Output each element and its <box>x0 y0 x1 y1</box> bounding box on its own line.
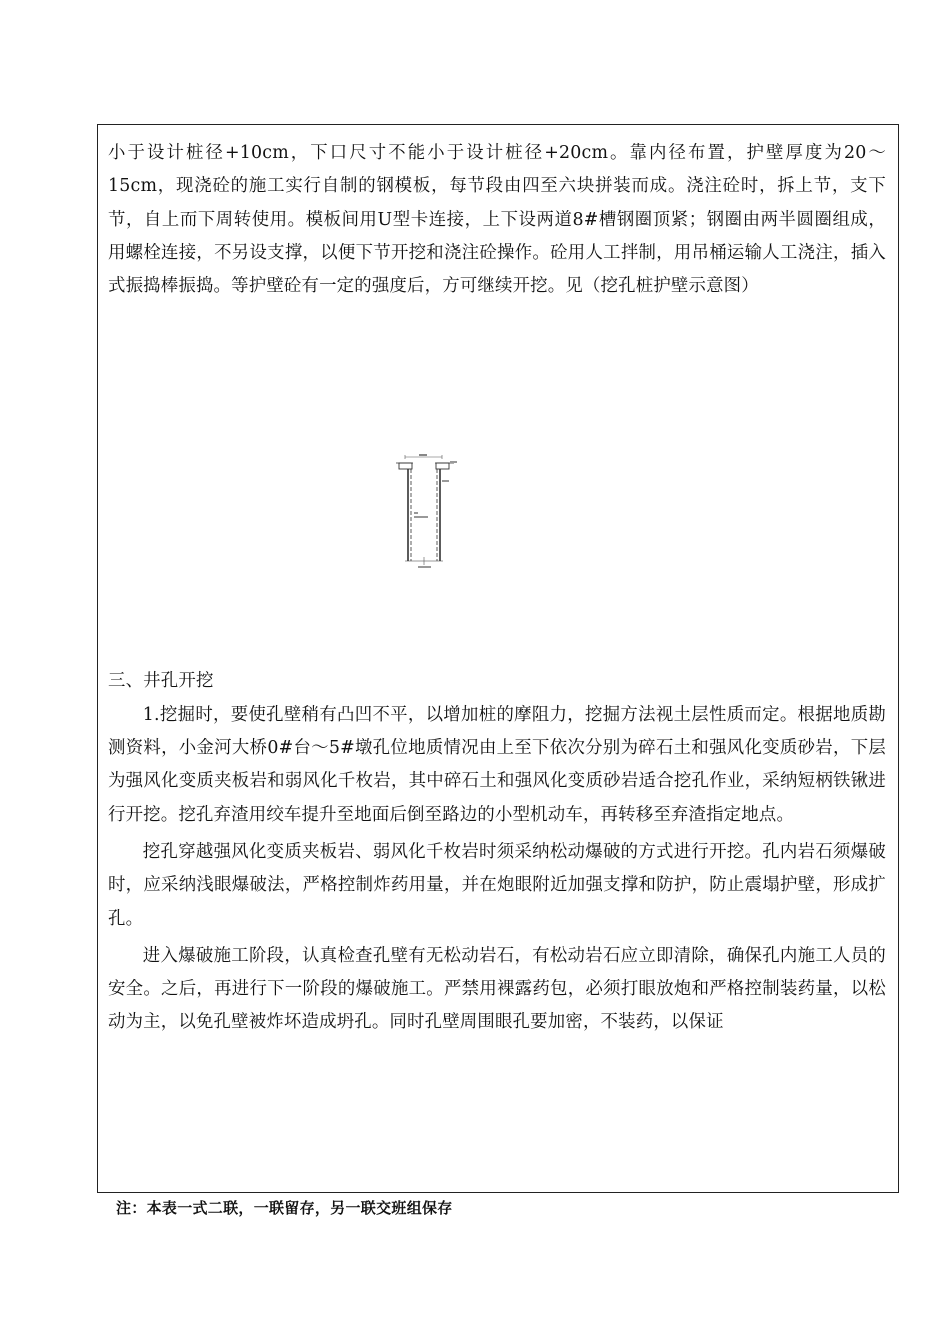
paragraph-blasting: 挖孔穿越强风化变质夹板岩、弱风化千枚岩时须采纳松动爆破的方式进行开挖。孔内岩石须爆破时，应采纳浅眼爆破法，严格控制炸药用量，并在炮眼附近加强支撑和防护，防止震塌护壁，形成扩孔。 <box>108 841 886 929</box>
footer-note: 注：本表一式二联，一联留存，另一联交班组保存 <box>116 1199 453 1217</box>
right-collar <box>436 463 449 469</box>
diagram-drawing <box>396 453 460 569</box>
document-table-cell <box>97 124 899 1193</box>
paragraph-excavation: 1.挖掘时，要使孔壁稍有凸凹不平，以增加桩的摩阻力，挖掘方法视土层性质而定。根据地质勘测资料，小金河大桥0#台～5#墩孔位地质情况由上至下依次分别为碎石土和强风化变质砂岩，下层为强风化变质夹板岩和弱风化千枚岩，其中碎石土和强风化变质砂岩适合挖孔作业，采纳短柄铁锹进行开挖。挖孔弃渣用绞车提升至地面后倒至路边的小型机动车，再转移至弃渣指定地点。 <box>108 704 886 825</box>
paragraph-blasting-stage: 进入爆破施工阶段，认真检查孔壁有无松动岩石，有松动岩石应立即清除，确保孔内施工人员的安全。之后，再进行下一阶段的爆破施工。严禁用裸露药包，必须打眼放炮和严格控制装药量，以松动为主，以免孔壁被炸坏造成坍孔。同时孔壁周围眼孔要加密，不装药，以保证 <box>108 945 886 1033</box>
paragraph-retaining-wall: 小于设计桩径+10cm，下口尺寸不能小于设计桩径+20cm。靠内径布置，护壁厚度为20～15cm，现浇砼的施工实行自制的钢模板，每节段由四至六块拼装而成。浇注砼时，拆上节，支下节，自上而下周转使用。模板间用U型卡连接，上下设两道8#槽钢圈顶紧；钢圈由两半圆圈组成，用螺栓连接，不另设支撑，以便下节开挖和浇注砼操作。砼用人工拌制，用吊桶运输人工浇注，插入式振捣棒振捣。等护壁砼有一定的强度后，方可继续开挖。见（挖孔桩护壁示意图） <box>108 143 886 297</box>
pile-retaining-wall-diagram <box>108 303 886 665</box>
left-collar <box>399 463 412 469</box>
section-title: 三、井孔开挖 <box>108 671 214 692</box>
cell-content <box>108 137 886 1040</box>
